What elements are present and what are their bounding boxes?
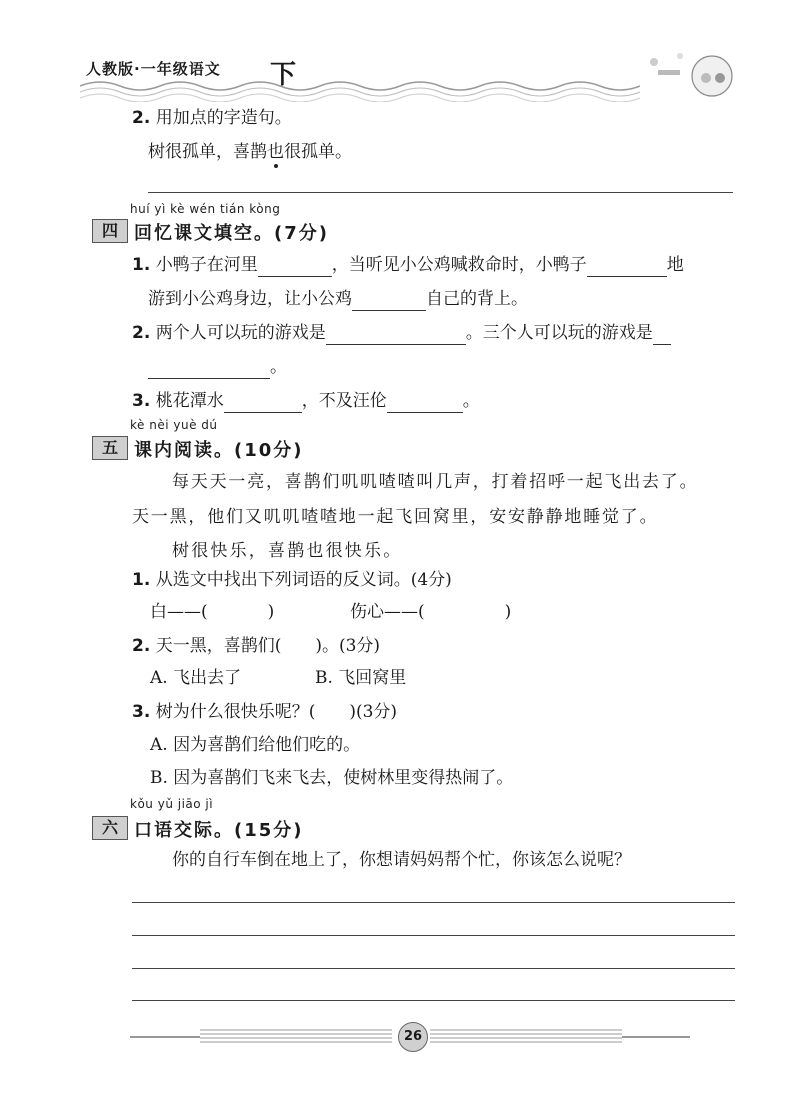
sec5-q3-option-a[interactable]: A. 因为喜鹊们给他们吃的。 [150, 735, 361, 755]
sec5-number-box: 五 [92, 436, 128, 460]
dotted-character: 也 [267, 142, 284, 162]
sec5-q2-option-a[interactable]: A. 飞出去了 [150, 668, 242, 688]
fill-blank[interactable] [148, 360, 270, 379]
sec4-q1-line2: 游到小公鸡身边，让小公鸡 自己的背上。 [148, 289, 528, 309]
writing-line[interactable] [132, 1000, 735, 1001]
sec4-pinyin: huí yì kè wén tián kòng [130, 202, 281, 216]
writing-line[interactable] [132, 902, 735, 903]
passage-line-1: 每天天一亮，喜鹊们叽叽喳喳叫几声，打着招呼一起飞出去了。 [172, 472, 699, 492]
fill-blank[interactable] [326, 326, 466, 345]
writing-line[interactable] [132, 968, 735, 969]
fill-blank[interactable] [587, 258, 667, 277]
fill-blank[interactable] [224, 394, 302, 413]
fill-blank[interactable] [653, 326, 671, 345]
sec6-title: 口语交际。(15分) [134, 820, 304, 841]
sec4-q2-line1: 2. 两个人可以玩的游戏是 。三个人可以玩的游戏是 [132, 321, 671, 345]
q2-sentence: 树很孤单，喜鹊也很孤单。 [148, 142, 352, 162]
sec4-q3: 3. 桃花潭水 ，不及汪伦 。 [132, 391, 480, 411]
sec5-q3: 3. 树为什么很快乐呢？( )(3分) [132, 702, 398, 722]
header-volume: 下 [270, 60, 297, 90]
sec5-q2: 2. 天一黑，喜鹊们( )。(3分) [132, 636, 381, 656]
sec5-q1-pair2: 伤心——( ) [350, 602, 512, 622]
sec5-q1: 1. 从选文中找出下列词语的反义词。(4分) [132, 570, 452, 590]
passage-line-3: 树很快乐，喜鹊也很快乐。 [172, 541, 403, 561]
sec6-prompt: 你的自行车倒在地上了，你想请妈妈帮个忙，你该怎么说呢？ [172, 850, 631, 870]
page-number: 26 [398, 1022, 428, 1052]
sec5-title: 课内阅读。(10分) [134, 440, 304, 461]
sec4-number-box: 四 [92, 219, 128, 243]
sec4-q2-line2: 。 [148, 355, 287, 379]
sec5-pinyin: kè nèi yuè dú [130, 418, 218, 432]
sec4-q1-line1: 1. 小鸭子在河里 ，当听见小公鸡喊救命时，小鸭子 地 [132, 255, 684, 275]
header-label: 人教版·一年级语文 [86, 60, 221, 78]
sec5-q1-pair1: 白——( ) [150, 602, 275, 622]
writing-line[interactable] [132, 935, 735, 936]
sec6-number-box: 六 [92, 816, 128, 840]
sec5-q3-option-b[interactable]: B. 因为喜鹊们飞来飞去，使树林里变得热闹了。 [150, 768, 514, 788]
sec5-q2-option-b[interactable]: B. 飞回窝里 [315, 668, 407, 688]
fill-blank[interactable] [352, 292, 426, 311]
sec6-pinyin: kǒu yǔ jiāo jì [130, 797, 214, 811]
passage-line-2: 天一黑，他们又叽叽喳喳地一起飞回窝里，安安静静地睡觉了。 [132, 507, 659, 527]
q2-title: 2. 用加点的字造句。 [132, 108, 292, 128]
cartoon-decoration-icon [640, 48, 740, 98]
answer-line[interactable] [148, 192, 733, 193]
fill-blank[interactable] [387, 394, 463, 413]
sec4-title: 回忆课文填空。(7分) [134, 223, 329, 244]
fill-blank[interactable] [258, 258, 332, 277]
